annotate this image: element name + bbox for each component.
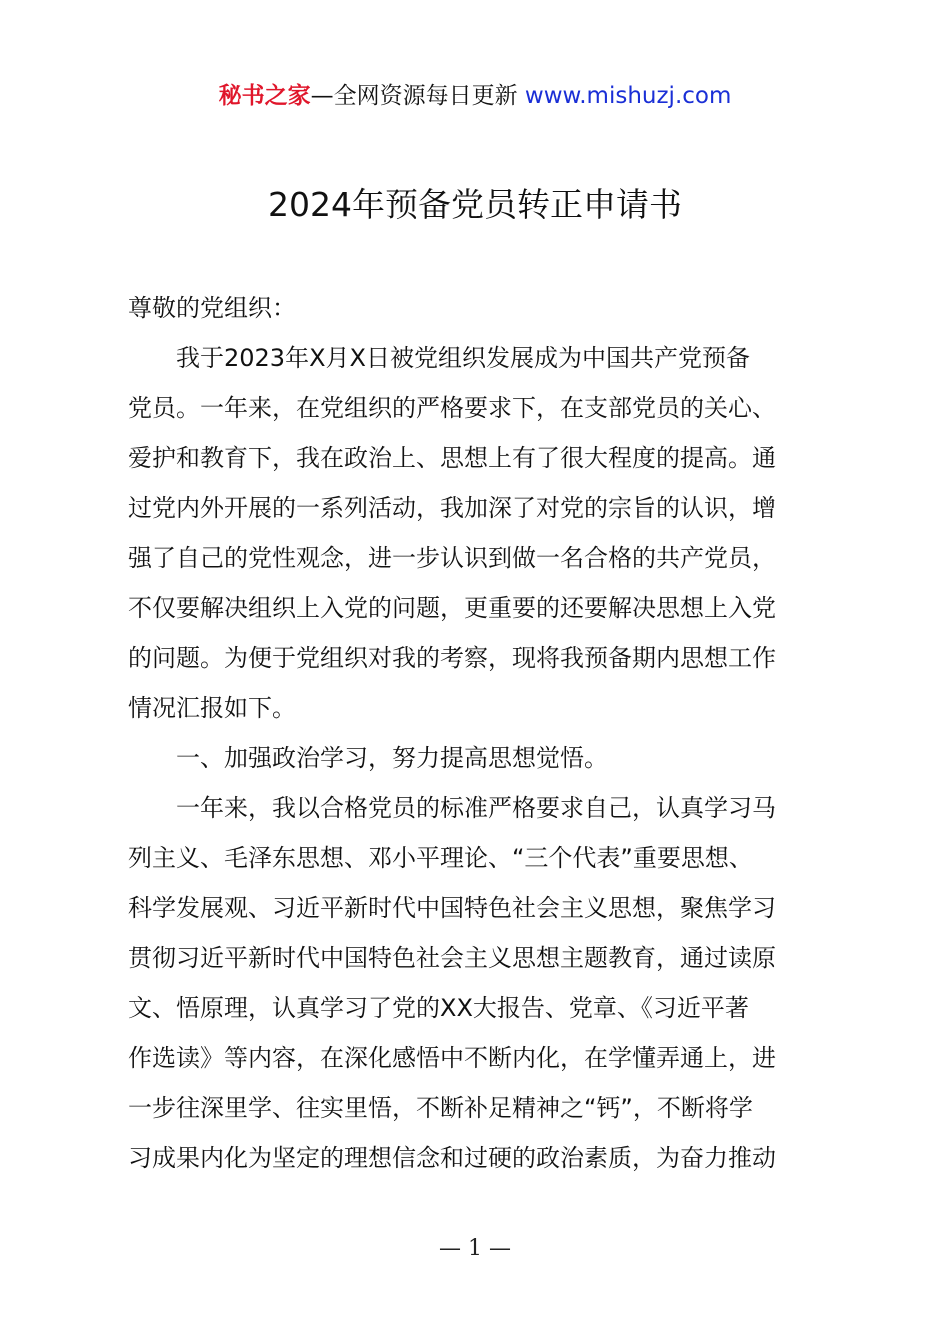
paragraph-line: 党员。一年来，在党组织的严格要求下，在支部党员的关心、 xyxy=(128,394,776,422)
banner-tagline: —全网资源每日更新 xyxy=(310,83,518,109)
paragraph-line: 过党内外开展的一系列活动，我加深了对党的宗旨的认识，增 xyxy=(128,494,776,522)
document-body xyxy=(128,283,833,1183)
paragraph-line: 文、悟原理，认真学习了党的XX大报告、党章、《习近平著 xyxy=(128,994,749,1022)
page-number: — 1 — xyxy=(439,1236,511,1261)
section-heading: 一、加强政治学习，努力提高思想觉悟。 xyxy=(128,744,608,772)
brand-name: 秘书之家 xyxy=(218,83,311,109)
paragraph-line: 强了自己的党性观念，进一步认识到做一名合格的共产党员， xyxy=(128,544,776,572)
paragraph-line: 不仅要解决组织上入党的问题，更重要的还要解决思想上入党 xyxy=(128,594,776,622)
paragraph-line: 爱护和教育下，我在政治上、思想上有了很大程度的提高。通 xyxy=(128,444,776,472)
salutation: 尊敬的党组织： xyxy=(128,294,296,322)
paragraph-line: 列主义、毛泽东思想、邓小平理论、“三个代表”重要思想、 xyxy=(128,844,753,872)
paragraph-line: 科学发展观、习近平新时代中国特色社会主义思想，聚焦学习 xyxy=(128,894,776,922)
paragraph-line: 作选读》等内容，在深化感悟中不断内化，在学懂弄通上，进 xyxy=(128,1044,776,1072)
paragraph-line: 我于2023年X月X日被党组织发展成为中国共产党预备 xyxy=(128,344,750,372)
website-link[interactable]: www.mishuzj.com xyxy=(524,83,732,109)
document-title: 2024年预备党员转正申请书 xyxy=(268,185,682,224)
paragraph-line: 一步往深里学、往实里悟，不断补足精神之“钙”，不断将学 xyxy=(128,1094,753,1122)
paragraph-line: 的问题。为便于党组织对我的考察，现将我预备期内思想工作 xyxy=(128,644,776,672)
paragraph-line: 一年来，我以合格党员的标准严格要求自己，认真学习马 xyxy=(128,794,776,822)
paragraph-line: 习成果内化为坚定的理想信念和过硬的政治素质，为奋力推动 xyxy=(128,1144,776,1172)
site-banner xyxy=(0,80,950,112)
paragraph-line: 情况汇报如下。 xyxy=(128,694,296,722)
paragraph-line: 贯彻习近平新时代中国特色社会主义思想主题教育，通过读原 xyxy=(128,944,776,972)
